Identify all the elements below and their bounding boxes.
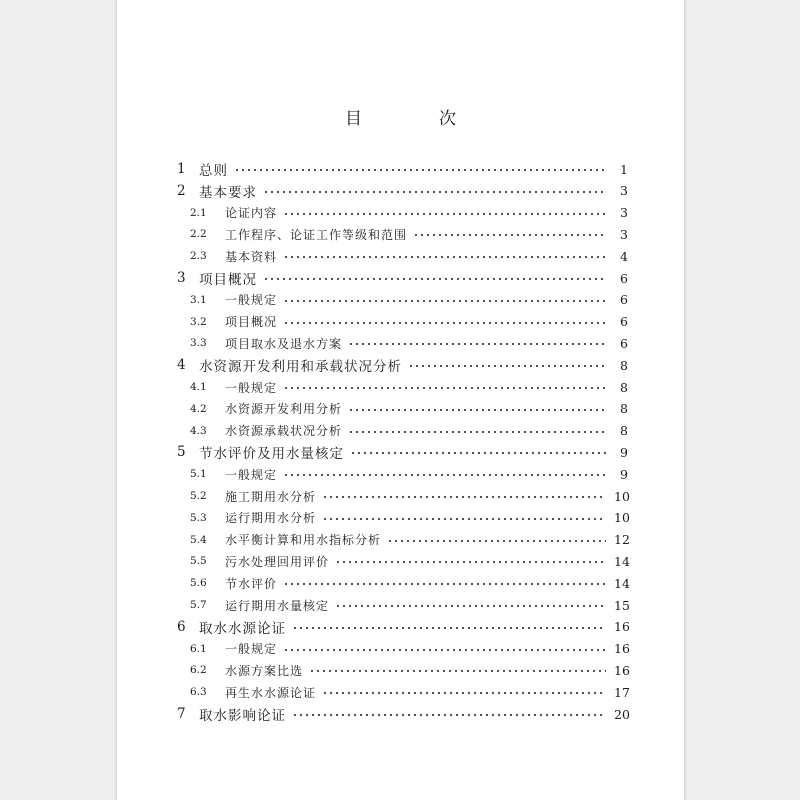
- toc-entry-number: 5.5: [190, 555, 207, 568]
- toc-entry-page: 10: [614, 488, 630, 504]
- toc-entry-number: 6.3: [190, 686, 207, 699]
- toc-entry-label: 水资源承载状况分析: [225, 424, 343, 439]
- toc-entry: [190, 223, 628, 245]
- toc-entry-number: 5.2: [190, 490, 207, 502]
- toc-entry-label: 一般规定: [225, 467, 278, 482]
- toc-entry: [177, 267, 628, 289]
- toc-entry-label: 水资源开发利用和承载状况分析: [199, 359, 402, 376]
- toc-entry: [190, 681, 628, 703]
- dot-leader: [408, 365, 606, 367]
- toc-entry-page: 6: [620, 314, 628, 330]
- toc-entry: [190, 594, 628, 616]
- toc-entry-page: 4: [620, 248, 628, 264]
- toc-entry-label: 施工期用水分析: [225, 489, 317, 504]
- toc-entry: [190, 376, 628, 398]
- toc-entry-number: 4.3: [190, 424, 207, 437]
- toc-entry-label: 论证内容: [225, 206, 278, 221]
- toc-entry-number: 5.1: [190, 468, 207, 481]
- toc-entry-label: 项目概况: [199, 272, 257, 288]
- toc-entry-label: 基本资料: [225, 249, 278, 264]
- toc-entry-number: 4: [177, 357, 186, 374]
- toc-entry: [190, 420, 628, 442]
- toc-entry-label: 取水影响论证: [199, 708, 286, 724]
- dot-leader: [309, 670, 606, 672]
- toc-entry-page: 3: [620, 183, 628, 199]
- document-page: [117, 0, 684, 800]
- toc-entry-label: 项目概况: [225, 315, 278, 330]
- toc-entry-label: 污水处理回用评价: [225, 554, 330, 569]
- toc-entry-page: 15: [614, 597, 630, 613]
- toc-entry: [190, 550, 628, 572]
- toc-entry: [190, 529, 628, 551]
- dot-leader: [283, 256, 606, 258]
- toc-entry-label: 节水评价及用水量核定: [199, 446, 344, 463]
- dot-leader: [335, 561, 606, 563]
- toc-entry-number: 3.3: [190, 337, 207, 350]
- dot-leader: [292, 714, 606, 716]
- dot-leader: [322, 496, 606, 498]
- toc-entry-page: 14: [614, 553, 630, 569]
- toc-entry-number: 2.3: [190, 250, 207, 263]
- toc-entry-number: 5: [177, 444, 186, 461]
- toc-entry: [190, 245, 628, 267]
- page-title: 目 次: [345, 109, 486, 129]
- toc-entry-number: 3.1: [190, 293, 207, 306]
- toc-entry-label: 运行期用水量核定: [225, 598, 330, 613]
- dot-leader: [348, 343, 606, 345]
- toc-entry-label: 总则: [199, 163, 228, 179]
- dot-leader: [283, 649, 606, 651]
- toc-entry-label: 水资源开发利用分析: [225, 402, 343, 417]
- dot-leader: [234, 169, 606, 171]
- toc-entry-page: 8: [620, 423, 628, 439]
- dot-leader: [348, 431, 606, 433]
- toc-entry-page: 8: [620, 401, 628, 417]
- toc-entry-label: 再生水水源论证: [225, 685, 317, 700]
- toc-entry-page: 9: [620, 444, 628, 460]
- toc-entry-page: 3: [620, 226, 628, 242]
- toc-entry: [177, 354, 628, 376]
- toc-entry: [190, 398, 628, 420]
- toc-entry-page: 8: [620, 379, 628, 395]
- toc-entry-number: 3.2: [190, 315, 207, 328]
- toc-entry: [177, 158, 628, 180]
- toc-entry-number: 2.1: [190, 206, 207, 219]
- dot-leader: [292, 627, 606, 629]
- dot-leader: [263, 191, 606, 193]
- toc-entry-page: 1: [620, 161, 628, 177]
- toc-entry: [190, 572, 628, 594]
- toc-entry: [190, 638, 628, 660]
- toc-entry-label: 项目取水及退水方案: [225, 336, 343, 351]
- dot-leader: [283, 300, 606, 302]
- dot-leader: [283, 387, 606, 389]
- toc-entry-label: 一般规定: [225, 642, 278, 657]
- toc-entry-label: 节水评价: [225, 576, 278, 591]
- dot-leader: [283, 474, 606, 476]
- toc-entry-page: 20: [614, 706, 630, 722]
- toc-entry-number: 7: [177, 706, 186, 722]
- toc-entry-page: 17: [614, 684, 630, 700]
- toc-entry: [190, 659, 628, 681]
- dot-leader: [322, 692, 606, 694]
- toc-entry-number: 5.3: [190, 511, 207, 524]
- toc-entry-label: 水平衡计算和用水指标分析: [225, 533, 382, 548]
- toc-entry: [190, 289, 628, 311]
- toc-entry-number: 5.4: [190, 533, 207, 546]
- toc-entry-number: 3: [177, 270, 186, 286]
- toc-entry-number: 2: [177, 182, 186, 199]
- dot-leader: [263, 278, 606, 280]
- toc-entry: [190, 202, 628, 224]
- dot-leader: [348, 409, 606, 411]
- toc-entry-page: 6: [620, 270, 628, 286]
- toc-entry: [177, 616, 628, 638]
- toc-entry-page: 3: [620, 205, 628, 221]
- toc-entry: [177, 441, 628, 463]
- dot-leader: [283, 213, 606, 215]
- toc-entry-page: 10: [614, 510, 630, 526]
- toc-entry: [177, 703, 628, 725]
- toc-entry-label: 一般规定: [225, 293, 278, 308]
- toc-entry-page: 16: [614, 619, 630, 635]
- toc-entry-label: 工作程序、论证工作等级和范围: [225, 227, 408, 242]
- toc-entry-page: 6: [620, 292, 628, 308]
- dot-leader: [350, 452, 606, 454]
- toc-entry-number: 2.2: [190, 228, 207, 241]
- toc-entry-page: 14: [614, 575, 630, 591]
- toc-entry: [190, 485, 628, 507]
- toc-entry-number: 5.6: [190, 577, 207, 590]
- dot-leader: [387, 540, 606, 542]
- toc-entry-number: 6.1: [190, 642, 207, 655]
- toc-entry-page: 8: [620, 357, 628, 373]
- toc-entry-number: 6: [177, 618, 186, 635]
- toc-entry-label: 运行期用水分析: [225, 511, 317, 526]
- toc-entry-label: 一般规定: [225, 380, 278, 395]
- toc-entry: [177, 180, 628, 202]
- toc-entry-number: 4.2: [190, 402, 207, 415]
- toc-entry-page: 16: [614, 641, 630, 657]
- toc-entry: [190, 507, 628, 529]
- toc-entry-label: 基本要求: [199, 184, 257, 201]
- toc-entry: [190, 311, 628, 333]
- toc-entry-label: 水源方案比选: [225, 663, 304, 678]
- toc-entry-label: 取水水源论证: [199, 620, 286, 637]
- dot-leader: [413, 234, 606, 236]
- toc-entry-number: 5.7: [190, 599, 207, 611]
- toc-entry: [190, 332, 628, 354]
- toc-entry: [190, 463, 628, 485]
- dot-leader: [283, 583, 606, 585]
- toc-entry-number: 4.1: [190, 381, 207, 393]
- toc-entry-page: 12: [614, 532, 630, 548]
- toc-entry-page: 9: [620, 466, 628, 482]
- dot-leader: [335, 605, 606, 607]
- toc-entry-page: 16: [614, 662, 630, 678]
- toc-entry-page: 6: [620, 335, 628, 351]
- toc-entry-number: 1: [177, 161, 186, 177]
- dot-leader: [283, 322, 606, 324]
- toc-entry-number: 6.2: [190, 664, 207, 677]
- dot-leader: [322, 518, 606, 520]
